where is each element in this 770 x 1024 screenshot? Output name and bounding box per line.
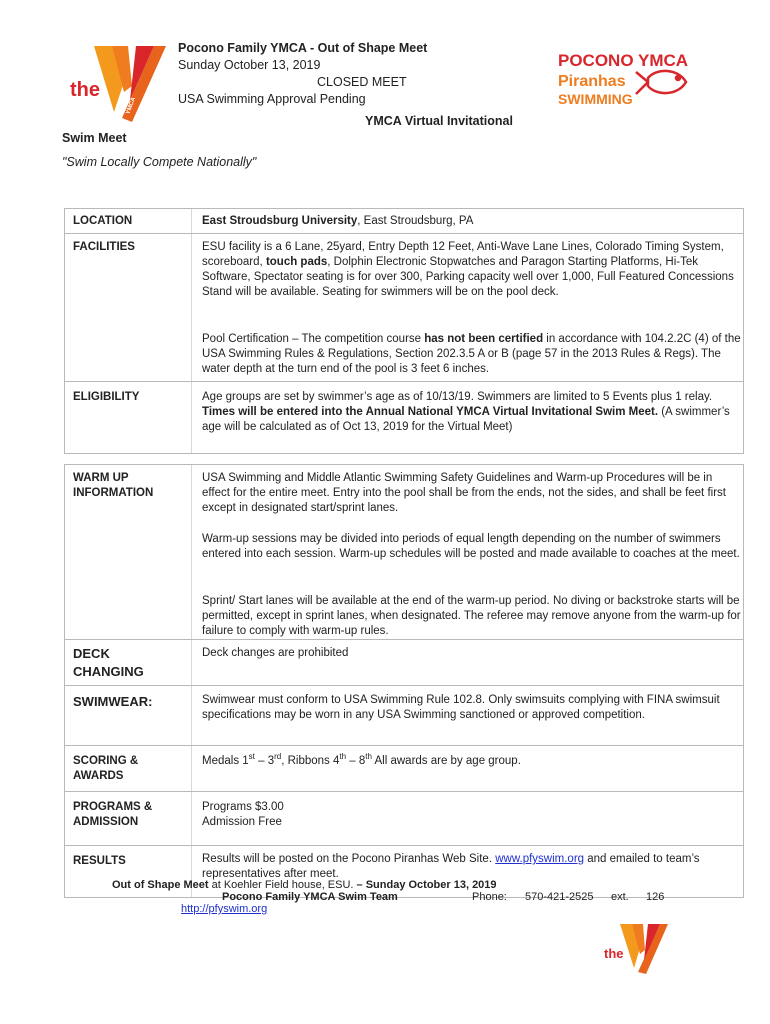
eligibility-a: Age groups are set by swimmer’s age as of 10/13/19. Swimmers are limited to 5 Events plus 1 relay. [202,391,713,403]
location-city: , East Stroudsburg, PA [357,215,474,227]
swim-meet-heading: Swim Meet [62,131,127,145]
results-b: and emailed to team’s representatives after meet. [202,853,700,880]
swimwear-text: Swimwear must conform to USA Swimming Rule 102.8. Only swimsuits complying with FINA swimsuit specifications may be worn in any USA Swimming sanctioned or approved competition. [202,694,720,721]
warmup-label-line1: WARM UP [73,472,129,484]
ymca-logo-top [66,40,170,130]
approval-status: USA Swimming Approval Pending [178,92,366,106]
certification-not-certified: has not been certified [424,333,544,345]
footer-meet-name: Out of Shape Meet [112,879,209,891]
row-deck-changing [65,639,743,686]
warmup-p3: Sprint/ Start lanes will be available at the end of the warm-up period. No diving or backstroke starts will be permitted, except in sprint lanes, when designated. The referee may remove anyone from the warm-up for failure to comply with warm-up rules. [202,595,741,637]
facilities-touch-pads: touch pads [265,256,328,268]
scoring-s3: th [339,752,347,762]
pocono-ymca-text: POCONO YMCA [558,51,689,70]
programs-text [202,800,742,830]
ymca-logo-bottom [602,920,672,980]
meet-info-table-2 [64,464,744,898]
deck-label-line1: DECK [73,646,110,661]
footer-org: Pocono Family YMCA Swim Team [222,891,398,903]
certification-p2a: Pool Certification – The competition course [202,333,425,345]
row-warmup [65,465,743,639]
meet-motto: "Swim Locally Compete Nationally" [62,155,257,169]
admission-price: Admission Free [202,816,282,828]
warmup-p1: USA Swimming and Middle Atlantic Swimming Safety Guidelines and Warm-up Procedures will be in effect for the entire meet. Entry into the pool shall be from the ends, not the sides, and shall be feet first except in designated start/sprint lanes. [202,472,726,514]
ymca-small-text: YMCA [125,96,138,116]
programs-label-line2: ADMISSION [73,816,139,828]
pool-certification-text [202,332,742,377]
scoring-label-line2: AWARDS [73,770,124,782]
row-facilities [65,233,743,382]
facilities-p1c: , Dolphin Electronic Stopwatches and Paragon Starting Platforms, Hi-Tek Software, Spectator seating is for over 300, Parking capacity well over 1,000, Full Featured Concessions Stand will be available. Seating for swimmers will be on the pool deck. [202,256,734,298]
eligibility-text [202,390,742,435]
footer-ext-label: ext. [611,891,629,903]
warmup-label [73,471,153,501]
scoring-t1: Medals 1 [202,755,249,767]
ymca-bottom-the-text: the [604,946,624,961]
row-programs [65,791,743,846]
scoring-t3: , Ribbons 4 [281,755,340,767]
location-label: LOCATION [73,215,133,227]
certification-p2c: in accordance with 104.2.2C (4) of the USA Swimming Rules & Regulations, Section 202.3.5 A or B (page 57 in the 2013 Rules & Regs). The water depth at the turn end of the pool is 3 feet 6 inches. [202,333,741,375]
ymca-the-text: the [70,79,100,101]
scoring-text [202,754,742,769]
meet-info-table-1 [64,208,744,454]
pocono-piranhas-logo [556,48,696,114]
eligibility-b: Times will be entered into the Annual National YMCA Virtual Invitational Swim Meet. [202,406,659,418]
location-venue: East Stroudsburg University [202,215,358,227]
piranha-fish-icon [636,71,686,94]
scoring-label [73,754,138,784]
warmup-label-line2: INFORMATION [73,487,154,499]
footer-venue: at Koehler Field house, ESU. [208,879,357,891]
meet-date: Sunday October 13, 2019 [178,58,321,72]
row-swimwear [65,685,743,746]
results-a: Results will be posted on the Pocono Piranhas Web Site. [202,853,496,865]
facilities-p1a: ESU facility is a 6 Lane, 25yard, Entry Depth 12 Feet, Anti-Wave Lane Lines, Colorado Timing System, scoreboard, [202,241,724,268]
scoring-t5: All awards are by age group. [371,755,521,767]
warmup-p2: Warm-up sessions may be divided into periods of equal length depending on the number of swimmers entered into each session. Warm-up schedules will be posted and made available to coaches at the meet. [202,533,740,560]
eligibility-label: ELIGIBILITY [73,391,140,403]
scoring-t2: – 3 [254,755,275,767]
scoring-label-line1: SCORING & [73,755,139,767]
footer-phone: 570-421-2525 [525,891,594,903]
piranhas-text: Piranhas [558,73,626,90]
deck-label-line2: CHANGING [73,664,144,679]
results-label: RESULTS [73,855,126,867]
eligibility-c: (A swimmer’s age will be calculated as of Oct 13, 2019 for the Virtual Meet) [202,406,730,433]
programs-price: Programs $3.00 [202,801,284,813]
facilities-text [202,240,742,300]
location-value [202,214,742,229]
footer-url-link[interactable]: http://pfyswim.org [181,903,268,915]
programs-label-line1: PROGRAMS & [73,801,153,813]
swimwear-label: SWIMWEAR: [73,694,153,709]
scoring-s1: st [248,752,255,762]
deck-text: Deck changes are prohibited [202,647,349,659]
programs-label [73,800,152,830]
footer-phone-label: Phone: [472,891,507,903]
scoring-s4: th [365,752,372,762]
footer-date: – Sunday October 13, 2019 [356,879,497,891]
footer-ext: 126 [646,891,665,903]
facilities-label: FACILITIES [73,241,135,253]
virtual-invitational-label: YMCA Virtual Invitational [365,114,513,128]
row-scoring [65,745,743,792]
deck-label [73,645,144,681]
closed-meet-label: CLOSED MEET [317,75,407,89]
swimming-text: SWIMMING [558,91,633,107]
meet-title: Pocono Family YMCA - Out of Shape Meet [178,41,428,55]
results-link[interactable]: www.pfyswim.org [495,853,585,865]
scoring-t4: – 8 [346,755,366,767]
row-location [65,209,743,233]
scoring-s2: rd [274,752,282,762]
row-eligibility [65,381,743,454]
